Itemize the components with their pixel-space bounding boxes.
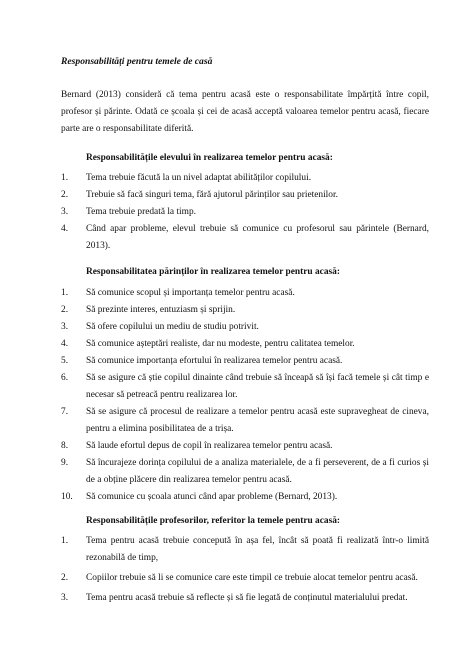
- list-item-number: 1.: [61, 173, 69, 183]
- list-item-text: Să comunice cu școala atunci când apar probleme (Bernard, 2013).: [86, 492, 338, 502]
- list-item: [61, 404, 429, 438]
- list-item-text: Tema trebuie făcută la un nivel adaptat abilităților copilului.: [86, 173, 312, 183]
- list-item: [61, 489, 429, 506]
- list-item-text: Tema pentru acasă trebuie să reflecte și să fie legată de conținutul materialului predat.: [86, 593, 408, 603]
- list-item-number: 3.: [61, 322, 69, 332]
- student-responsibilities-list: [61, 170, 429, 255]
- list-item: [61, 438, 429, 455]
- list-item: [61, 455, 429, 489]
- list-item-text: Să comunice scopul și importanța temelor pentru acasă.: [86, 288, 295, 298]
- document-title: Responsabilități pentru temele de casă: [61, 56, 213, 67]
- list-item-text: Tema pentru acasă trebuie concepută în așa fel, încât să poată fi realizată într-o limită rezonabilă de timp,: [86, 536, 429, 563]
- list-item-number: 1.: [61, 536, 69, 546]
- list-item: [61, 590, 429, 607]
- list-item-text: Copiilor trebuie să li se comunice care este timpil ce trebuie alocat temelor pentru acasă.: [86, 573, 418, 583]
- intro-paragraph: Bernard (2013) consideră că tema pentru acasă este o responsabilitate împărțită între copil, profesor și părinte. Odată ce școala și cei de acasă acceptă valoarea temelor pentru acasă, fiecare parte are o responsabilitate diferită.: [61, 90, 429, 134]
- list-item: [61, 187, 429, 204]
- list-item: [61, 285, 429, 302]
- teacher-responsibilities-list: [61, 533, 429, 610]
- list-item: [61, 533, 429, 567]
- list-item-number: 4.: [61, 339, 69, 349]
- section-heading-parents: Responsabilitatea părinților în realizarea temelor pentru acasă:: [86, 267, 340, 277]
- parent-responsibilities-list: [61, 285, 429, 506]
- list-item-text: Să încurajeze dorința copilului de a analiza materialele, de a fi perseverent, de a fi curios și de a obține plăcere din realizarea temelor pentru acasă.: [86, 458, 429, 485]
- list-item-number: 2.: [61, 190, 69, 200]
- list-item-text: Să ofere copilului un mediu de studiu potrivit.: [86, 322, 259, 332]
- list-item: [61, 336, 429, 353]
- list-item: [61, 319, 429, 336]
- list-item-number: 9.: [61, 458, 69, 468]
- section-heading-teachers: Responsabilitățile profesorilor, referitor la temele pentru acasă:: [86, 516, 341, 526]
- list-item-number: 2.: [61, 573, 69, 583]
- list-item: [61, 370, 429, 404]
- list-item-text: Să comunice importanța efortului în realizarea temelor pentru acasă.: [86, 356, 343, 366]
- list-item: [61, 302, 429, 319]
- list-item-text: Să laude efortul depus de copil în realizarea temelor pentru acasă.: [86, 441, 333, 451]
- list-item-text: Să prezinte interes, entuziasm și sprijin.: [86, 305, 236, 315]
- list-item-number: 6.: [61, 373, 69, 383]
- list-item-text: Să se asigure că procesul de realizare a temelor pentru acasă este supravegheat de cineva, pentru a elimina posibilitatea de a trișa.: [86, 407, 429, 434]
- list-item: [61, 204, 429, 221]
- list-item-text: Când apar probleme, elevul trebuie să comunice cu profesorul sau părintele (Bernard, 2013).: [86, 224, 429, 251]
- list-item-number: 5.: [61, 356, 69, 366]
- list-item-text: Să comunice așteptări realiste, dar nu modeste, pentru calitatea temelor.: [86, 339, 355, 349]
- list-item: [61, 570, 429, 587]
- list-item-number: 7.: [61, 407, 69, 417]
- list-item-number: 1.: [61, 288, 69, 298]
- list-item-text: Tema trebuie predată la timp.: [86, 207, 196, 217]
- list-item-number: 4.: [61, 224, 69, 234]
- list-item-number: 2.: [61, 305, 69, 315]
- list-item-number: 3.: [61, 593, 69, 603]
- list-item-number: 8.: [61, 441, 69, 451]
- list-item: [61, 221, 429, 255]
- list-item-text: Trebuie să facă singuri tema, fără ajutorul părinților sau prietenilor.: [86, 190, 338, 200]
- list-item-text: Să se asigure că știe copilul dinainte când trebuie să înceapă să își facă temele și cât timp e necesar să petreacă pentru realizarea lor.: [86, 373, 429, 400]
- list-item-number: 10.: [61, 492, 73, 502]
- section-heading-student: Responsabilitățile elevului în realizarea temelor pentru acasă:: [86, 153, 333, 163]
- list-item-number: 3.: [61, 207, 69, 217]
- list-item: [61, 353, 429, 370]
- list-item: [61, 170, 429, 187]
